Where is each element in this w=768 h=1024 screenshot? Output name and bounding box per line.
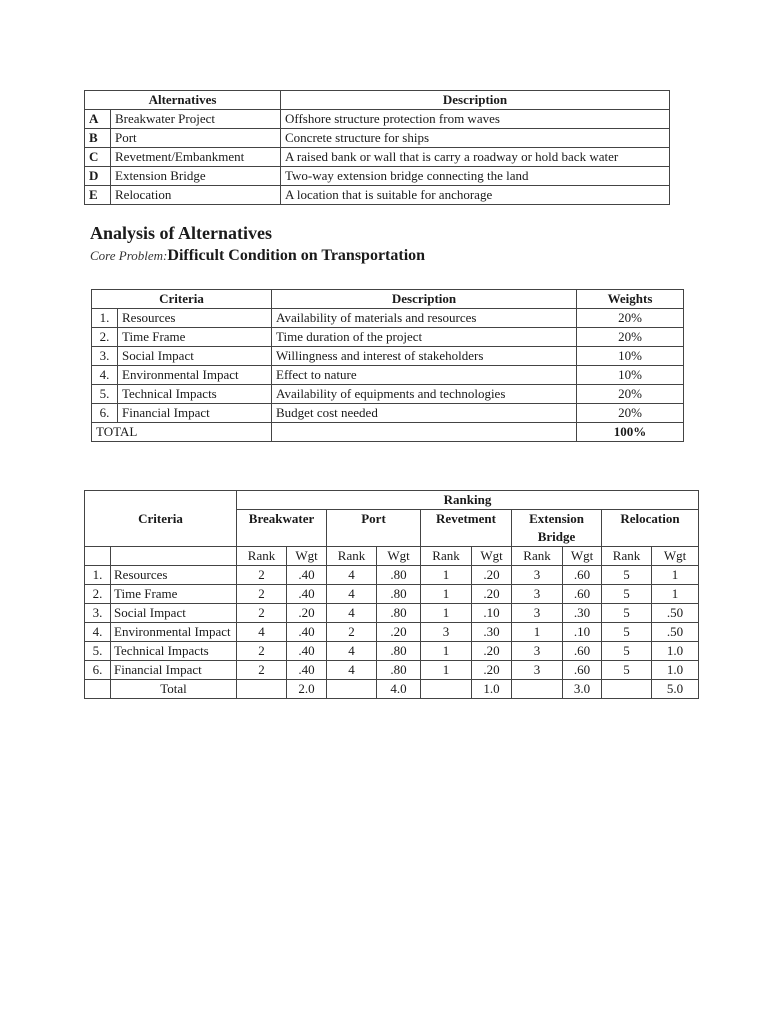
table-row — [85, 167, 670, 186]
criterion-weight: 20% — [577, 385, 684, 404]
total-weight: 100% — [577, 423, 684, 442]
rank-cell: 4 — [327, 585, 377, 604]
criterion-name: Resources — [111, 566, 237, 585]
total-rank-cell — [602, 680, 652, 699]
weight-cell: .10 — [563, 623, 602, 642]
alternative-description: A location that is suitable for anchorage — [281, 186, 670, 205]
rank-cell: 1 — [421, 661, 472, 680]
weight-subheader: Wgt — [652, 547, 699, 566]
weight-cell: .40 — [287, 642, 327, 661]
criterion-name: Time Frame — [111, 585, 237, 604]
table-row — [92, 347, 684, 366]
total-rank-cell — [237, 680, 287, 699]
alternative-name: Relocation — [111, 186, 281, 205]
rank-cell: 2 — [237, 642, 287, 661]
rank-cell: 5 — [602, 604, 652, 623]
rank-cell: 3 — [512, 604, 563, 623]
criterion-description: Effect to nature — [272, 366, 577, 385]
rank-cell: 2 — [327, 623, 377, 642]
rank-cell: 4 — [237, 623, 287, 642]
rank-cell: 5 — [602, 642, 652, 661]
alternative-letter: C — [85, 148, 111, 167]
criterion-name: Social Impact — [118, 347, 272, 366]
weight-subheader: Wgt — [377, 547, 421, 566]
table-row — [85, 110, 670, 129]
rank-cell: 1 — [421, 604, 472, 623]
rank-cell: 4 — [327, 566, 377, 585]
total-weight-cell: 3.0 — [563, 680, 602, 699]
alternative-description: Two-way extension bridge connecting the land — [281, 167, 670, 186]
criterion-name: Social Impact — [111, 604, 237, 623]
criterion-name: Technical Impacts — [111, 642, 237, 661]
criterion-weight: 20% — [577, 309, 684, 328]
weight-cell: .40 — [287, 566, 327, 585]
table-row — [85, 129, 670, 148]
weight-cell: .20 — [472, 661, 512, 680]
core-problem-value: Difficult Condition on Transportation — [167, 247, 426, 264]
weight-subheader: Wgt — [472, 547, 512, 566]
alternative-name: Breakwater Project — [111, 110, 281, 129]
table-header-row — [85, 91, 670, 110]
rank-cell: 4 — [327, 604, 377, 623]
weight-cell: .60 — [563, 642, 602, 661]
weight-cell: .20 — [377, 623, 421, 642]
weight-cell: .20 — [472, 642, 512, 661]
weight-cell: 1 — [652, 585, 699, 604]
table-header-row — [92, 290, 684, 309]
total-weight-cell: 1.0 — [472, 680, 512, 699]
alternative-description: Concrete structure for ships — [281, 129, 670, 148]
rank-cell: 2 — [237, 661, 287, 680]
alternative-letter: B — [85, 129, 111, 148]
weight-cell: .40 — [287, 623, 327, 642]
description-header: Description — [281, 91, 670, 110]
weight-cell: .30 — [472, 623, 512, 642]
weight-subheader: Wgt — [287, 547, 327, 566]
weight-cell: .80 — [377, 642, 421, 661]
rank-cell: 3 — [512, 566, 563, 585]
alternative-header: Breakwater — [237, 510, 327, 547]
alternative-letter: A — [85, 110, 111, 129]
criteria-header: Criteria — [92, 290, 272, 309]
criteria-header: Criteria — [85, 491, 237, 547]
weight-cell: .20 — [472, 566, 512, 585]
row-number: 2. — [92, 328, 118, 347]
weight-cell: 1 — [652, 566, 699, 585]
alternative-header: Port — [327, 510, 421, 547]
total-weight-cell: 5.0 — [652, 680, 699, 699]
total-weight-cell: 2.0 — [287, 680, 327, 699]
total-row — [92, 423, 684, 442]
table-row — [92, 328, 684, 347]
table-row — [85, 566, 699, 585]
weight-cell: .80 — [377, 585, 421, 604]
criterion-weight: 10% — [577, 366, 684, 385]
alternative-name: Port — [111, 129, 281, 148]
alternative-header: Extension Bridge — [512, 510, 602, 547]
rank-cell: 2 — [237, 585, 287, 604]
row-number: 4. — [85, 623, 111, 642]
rank-subheader: Rank — [421, 547, 472, 566]
row-number: 3. — [85, 604, 111, 623]
rank-cell: 5 — [602, 566, 652, 585]
weight-cell: .60 — [563, 566, 602, 585]
alternative-description: A raised bank or wall that is carry a roadway or hold back water — [281, 148, 670, 167]
weight-cell: .30 — [563, 604, 602, 623]
rank-cell: 1 — [421, 642, 472, 661]
table-row — [85, 585, 699, 604]
table-row — [85, 623, 699, 642]
rank-cell: 1 — [512, 623, 563, 642]
row-number: 2. — [85, 585, 111, 604]
alternative-header: Relocation — [602, 510, 699, 547]
alternative-header: Revetment — [421, 510, 512, 547]
rank-cell: 3 — [512, 642, 563, 661]
weight-cell: .20 — [287, 604, 327, 623]
rank-cell: 2 — [237, 604, 287, 623]
core-problem — [90, 245, 425, 267]
alternative-name: Extension Bridge — [111, 167, 281, 186]
table-row — [92, 309, 684, 328]
row-number: 6. — [92, 404, 118, 423]
criterion-description: Willingness and interest of stakeholders — [272, 347, 577, 366]
table-row — [85, 642, 699, 661]
core-problem-label: Core Problem: — [90, 248, 168, 263]
rank-cell: 2 — [237, 566, 287, 585]
criterion-name: Environmental Impact — [118, 366, 272, 385]
total-weight-cell: 4.0 — [377, 680, 421, 699]
criterion-name: Technical Impacts — [118, 385, 272, 404]
row-number: 1. — [85, 566, 111, 585]
criterion-weight: 20% — [577, 404, 684, 423]
row-number: 5. — [85, 642, 111, 661]
alternative-letter: D — [85, 167, 111, 186]
weight-cell: .40 — [287, 661, 327, 680]
total-rank-cell — [421, 680, 472, 699]
total-row — [85, 680, 699, 699]
criterion-name: Time Frame — [118, 328, 272, 347]
row-number: 6. — [85, 661, 111, 680]
criterion-description: Budget cost needed — [272, 404, 577, 423]
rank-cell: 5 — [602, 661, 652, 680]
ranking-header-row — [85, 491, 699, 510]
criterion-name: Environmental Impact — [111, 623, 237, 642]
weight-cell: .80 — [377, 566, 421, 585]
rank-cell: 5 — [602, 623, 652, 642]
rank-cell: 3 — [421, 623, 472, 642]
ranking-table — [84, 490, 699, 699]
alternative-letter: E — [85, 186, 111, 205]
weight-cell: 1.0 — [652, 642, 699, 661]
page-title: Analysis of Alternatives — [90, 223, 272, 243]
table-row — [85, 661, 699, 680]
rank-cell: 1 — [421, 566, 472, 585]
rank-subheader: Rank — [512, 547, 563, 566]
table-row — [85, 148, 670, 167]
description-header: Description — [272, 290, 577, 309]
table-row — [85, 604, 699, 623]
weight-cell: .10 — [472, 604, 512, 623]
rank-cell: 3 — [512, 661, 563, 680]
criterion-description: Availability of equipments and technologies — [272, 385, 577, 404]
alternatives-header: Alternatives — [85, 91, 281, 110]
sub-header-row — [85, 547, 699, 566]
row-number: 4. — [92, 366, 118, 385]
rank-cell: 1 — [421, 585, 472, 604]
criterion-weight: 10% — [577, 347, 684, 366]
row-number: 5. — [92, 385, 118, 404]
weight-cell: .40 — [287, 585, 327, 604]
weight-subheader: Wgt — [563, 547, 602, 566]
alternatives-table — [84, 90, 670, 205]
criterion-name: Financial Impact — [111, 661, 237, 680]
rank-cell: 5 — [602, 585, 652, 604]
ranking-header: Ranking — [237, 491, 699, 510]
alternative-description: Offshore structure protection from waves — [281, 110, 670, 129]
weight-cell: .60 — [563, 585, 602, 604]
rank-cell: 3 — [512, 585, 563, 604]
rank-subheader: Rank — [237, 547, 287, 566]
criterion-name: Financial Impact — [118, 404, 272, 423]
table-row — [85, 186, 670, 205]
rank-subheader: Rank — [602, 547, 652, 566]
criterion-weight: 20% — [577, 328, 684, 347]
criterion-description: Availability of materials and resources — [272, 309, 577, 328]
rank-subheader: Rank — [327, 547, 377, 566]
rank-cell: 4 — [327, 661, 377, 680]
criterion-description: Time duration of the project — [272, 328, 577, 347]
weight-cell: .50 — [652, 623, 699, 642]
table-row — [92, 385, 684, 404]
row-number: 1. — [92, 309, 118, 328]
table-row — [92, 366, 684, 385]
criterion-name: Resources — [118, 309, 272, 328]
row-number: 3. — [92, 347, 118, 366]
weight-cell: .20 — [472, 585, 512, 604]
rank-cell: 4 — [327, 642, 377, 661]
weight-cell: .80 — [377, 604, 421, 623]
criteria-table — [91, 289, 684, 442]
weight-cell: .50 — [652, 604, 699, 623]
weight-cell: .80 — [377, 661, 421, 680]
total-label: TOTAL — [92, 423, 272, 442]
weight-cell: .60 — [563, 661, 602, 680]
weights-header: Weights — [577, 290, 684, 309]
total-rank-cell — [512, 680, 563, 699]
total-rank-cell — [327, 680, 377, 699]
alternative-name: Revetment/Embankment — [111, 148, 281, 167]
weight-cell: 1.0 — [652, 661, 699, 680]
total-label: Total — [111, 680, 237, 699]
table-row — [92, 404, 684, 423]
